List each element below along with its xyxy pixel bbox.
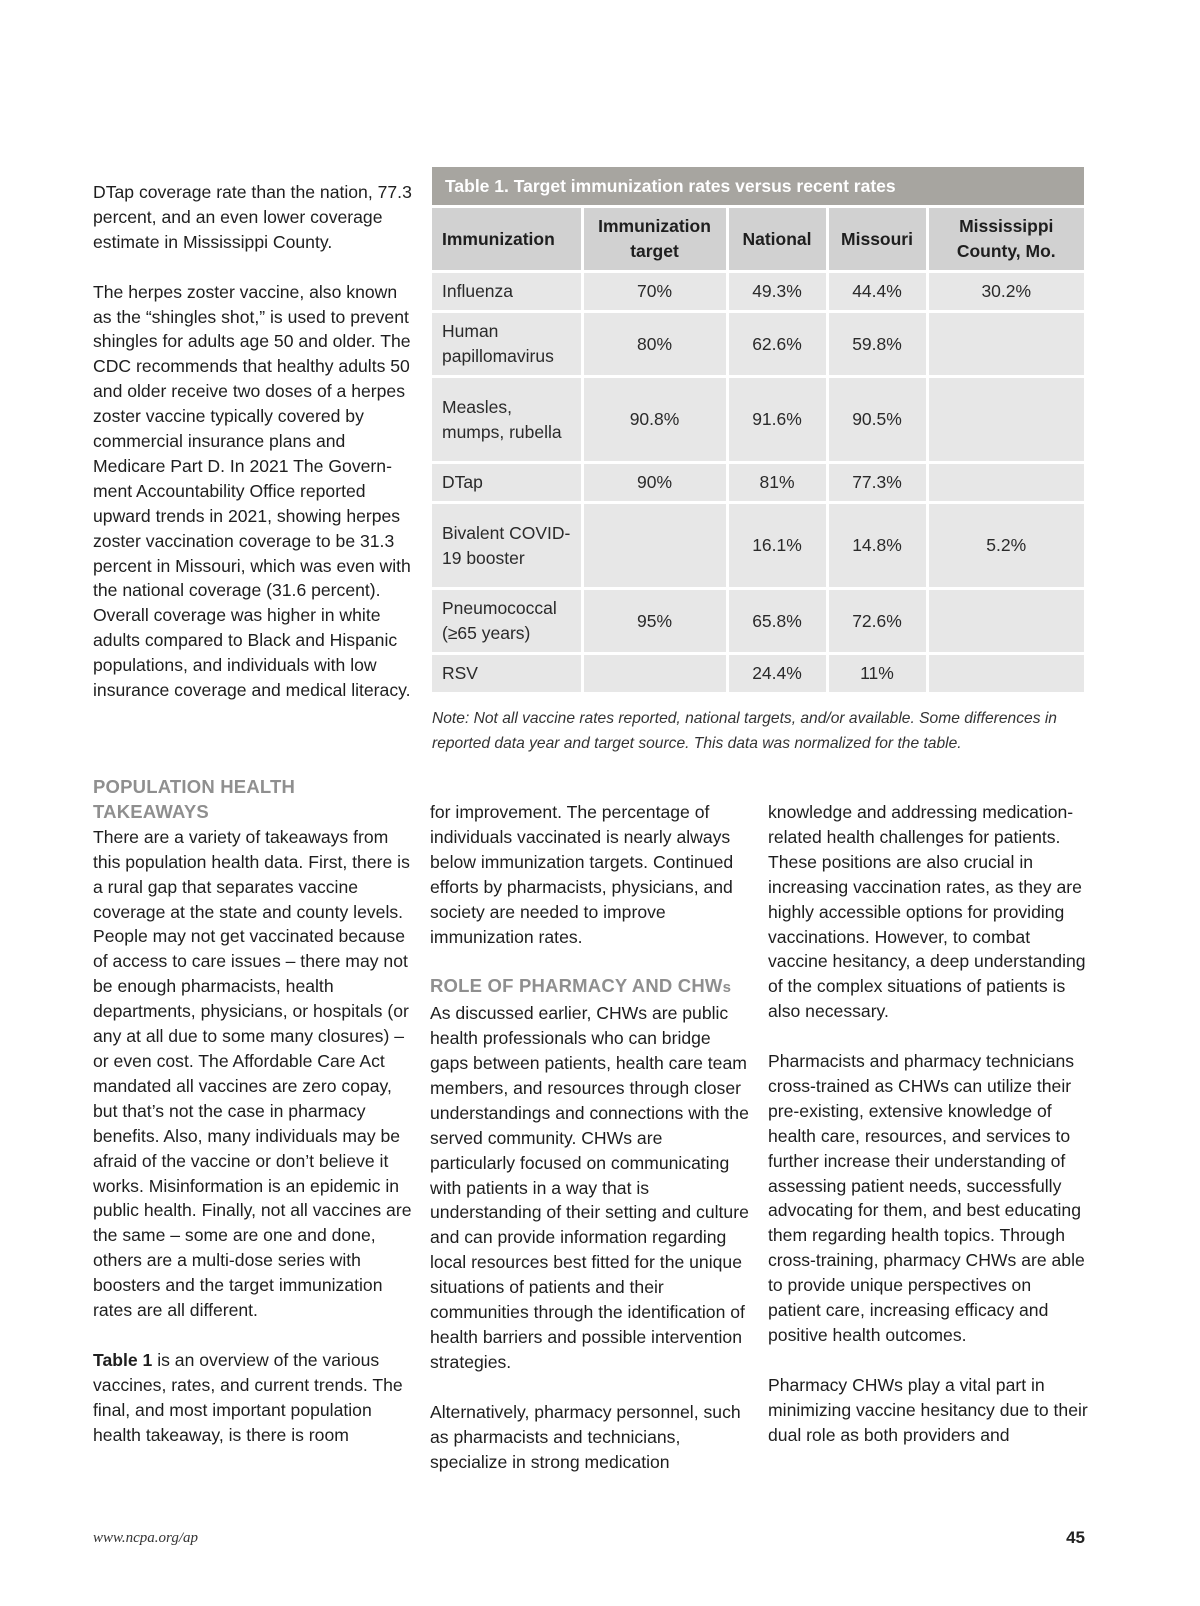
table-cell — [927, 463, 1084, 503]
table-cell: 70% — [582, 272, 727, 312]
table-row — [432, 589, 1084, 654]
table-cell: 80% — [582, 312, 727, 377]
table-row — [432, 463, 1084, 503]
table-cell — [927, 654, 1084, 694]
table-row — [432, 312, 1084, 377]
table-row — [432, 654, 1084, 694]
top-left-column — [93, 180, 413, 703]
table-cell — [927, 377, 1084, 463]
table-cell: Human papillomavirus — [432, 312, 582, 377]
paragraph: for improvement. The percentage of individuals vaccinated is nearly always below immunization targets. Continued efforts by pharmacists, physicians, and society are needed to improve immunization rates. — [430, 802, 734, 947]
table-cell: 65.8% — [727, 589, 827, 654]
paragraph: The herpes zoster vaccine, also known as the “shingles shot,” is used to prevent shingles for adults age 50 and older. The CDC recommends that healthy adults 50 and older receive two doses of a herpes zoster vaccine typically covered by commercial insurance plans and Medicare Part D. In 2021 The Government Accountability Office reported upward trends in 2021, showing herpes zoster vaccination coverage to be 31.3 percent in Missouri, which was even with the national coverage (31.6 percent). Overall coverage was higher in white adults compared to Black and Hispanic populations, and individuals with low insurance coverage and medical literacy. — [93, 281, 411, 701]
column-header: Immunization — [432, 207, 582, 272]
paragraph: DTap coverage rate than the nation, 77.3 percent, and an even lower coverage estimate in Mississippi County. — [93, 182, 412, 252]
section-heading: POPULATION HEALTH TAKEAWAYS — [93, 776, 296, 822]
paragraph: Pharmacists and pharmacy technicians cross-trained as CHWs can utilize their pre-existing, extensive knowledge of health care, resources, and services to further increase their understanding of assessing patient needs, successfully advocating for them, and best educating them regarding health topics. Through cross-training, pharmacy CHWs are able to provide unique perspectives on patient care, increasing efficacy and positive health outcomes. — [768, 1051, 1085, 1346]
table-row — [432, 503, 1084, 589]
table-cell: DTap — [432, 463, 582, 503]
table-cell: 95% — [582, 589, 727, 654]
table-cell: 14.8% — [827, 503, 927, 589]
right-column — [768, 800, 1088, 1448]
table-note: Note: Not all vaccine rates reported, national targets, and/or available. Some differences in reported data year and target source. This data was normalized for the table. — [432, 710, 1057, 752]
table-cell: 81% — [727, 463, 827, 503]
table-cell — [582, 503, 727, 589]
immunization-table-block — [432, 167, 1084, 756]
paragraph — [93, 1348, 413, 1448]
table-cell: 24.4% — [727, 654, 827, 694]
paragraph-text: is an overview of the various vaccines, rates, and current trends. The final, and most important population health takeaway, is there is room — [93, 1349, 403, 1445]
table-title: Table 1. Target immunization rates versus recent rates — [432, 167, 1084, 205]
table-cell: 5.2% — [927, 503, 1084, 589]
table-cell: Bivalent COVID-19 booster — [432, 503, 582, 589]
footer-url: www.ncpa.org/ap — [93, 1530, 199, 1546]
table-cell: 30.2% — [927, 272, 1084, 312]
table-cell: 49.3% — [727, 272, 827, 312]
table-row — [432, 272, 1084, 312]
table-cell: 62.6% — [727, 312, 827, 377]
table-cell: 11% — [827, 654, 927, 694]
table-cell: 44.4% — [827, 272, 927, 312]
column-header: National — [727, 207, 827, 272]
table-cell: 77.3% — [827, 463, 927, 503]
section-heading — [430, 974, 750, 1001]
table-cell: 16.1% — [727, 503, 827, 589]
table-cell — [582, 654, 727, 694]
table-cell — [927, 312, 1084, 377]
table-cell — [927, 589, 1084, 654]
left-column — [93, 775, 413, 1447]
table-reference: Table 1 — [93, 1349, 153, 1370]
table-cell: 90.5% — [827, 377, 927, 463]
table-cell: Measles, mumps, rubella — [432, 377, 582, 463]
section-heading-text: ROLE OF PHARMACY AND CHW — [430, 975, 723, 997]
table-cell: 91.6% — [727, 377, 827, 463]
paragraph: Pharmacy CHWs play a vital part in minimizing vaccine hesitancy due to their dual role as both providers and — [768, 1374, 1088, 1445]
table-cell: 72.6% — [827, 589, 927, 654]
section-heading-suffix: s — [722, 979, 732, 997]
column-header: Immunization target — [582, 207, 727, 272]
table-cell: 90.8% — [582, 377, 727, 463]
table-cell: Pneumococcal (≥65 years) — [432, 589, 582, 654]
column-header: Missouri — [827, 207, 927, 272]
table-cell: 59.8% — [827, 312, 927, 377]
table-header-row — [432, 207, 1084, 272]
table-cell: Influenza — [432, 272, 582, 312]
paragraph: Alternatively, pharmacy personnel, such as pharmacists and technicians, specialize in strong medication — [430, 1401, 741, 1472]
table-cell: RSV — [432, 654, 582, 694]
table-row — [432, 377, 1084, 463]
paragraph: knowledge and addressing medication-related health challenges for patients. These positions are also crucial in increasing vaccination rates, as they are highly accessible options for providing vaccinations. However, to combat vaccine hesitancy, a deep understanding of the complex situations of patients is also necessary. — [768, 802, 1086, 1022]
immunization-table — [432, 205, 1084, 695]
table-cell: 90% — [582, 463, 727, 503]
paragraph: There are a variety of takeaways from this population health data. First, there is a rural gap that separates vaccine coverage at the state and county levels. People may not get vaccinated because of access to care issues – there may not be enough pharmacists, health departments, physicians, or hospitals (or any at all due to some many closures) – or even cost. The Affordable Care Act mandated all vaccines are zero copay, but that’s not the case in pharmacy benefits. Also, many individuals may be afraid of the vaccine or don’t believe it works. Misinformation is an epidemic in public health. Finally, not all vaccines are the same – some are one and done, others are a multi-dose series with boosters and the target immunization rates are all different. — [93, 826, 412, 1321]
page-number: 45 — [1066, 1528, 1085, 1547]
paragraph: As discussed earlier, CHWs are public health professionals who can bridge gaps between patients, health care team members, and resources through closer understandings and connections with the served community. CHWs are particularly focused on communicating with patients in a way that is understanding of their setting and culture and can provide information regarding local resources best fitted for the unique situations of patients and their communities through the identification of health barriers and possible intervention strategies. — [430, 1003, 749, 1372]
column-header: Mississippi County, Mo. — [927, 207, 1084, 272]
middle-column — [430, 800, 750, 1474]
